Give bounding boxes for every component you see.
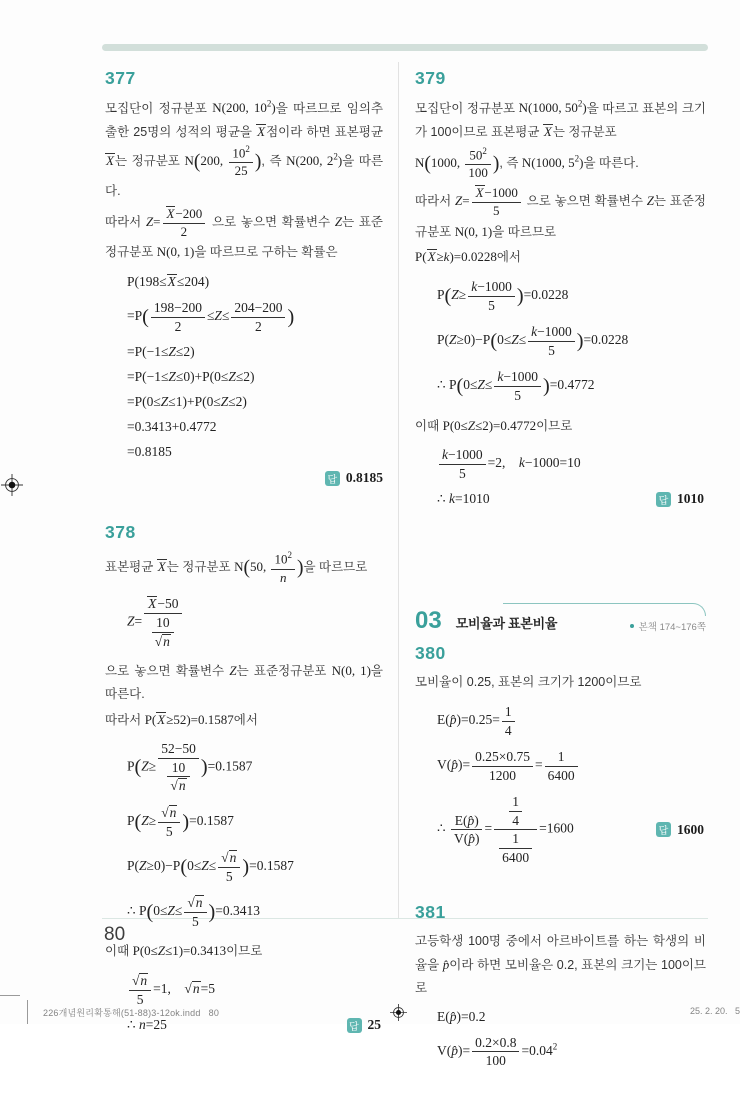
problem-block <box>415 643 706 866</box>
answer-value: 25 <box>367 1017 381 1033</box>
math-line: P(198≤X≤204) <box>127 274 210 290</box>
math-line: =0.3413+0.4772 <box>127 419 217 435</box>
solution-paragraph: 으로 놓으면 확률변수 Z는 표준정규분포 N(0, 1)을 따른다. <box>105 663 383 701</box>
solution-paragraph: 이때 P(0≤Z≤2)=0.4772이므로 <box>415 417 573 433</box>
solution-paragraph: 모집단이 정규분포 N(200, $10^2$)을 따르므로 임의추출한 25명의 성적의 평균을 X점이라 하면 표본평균 X는 정규분포 N(200, $\frac{10^2}{25}$ ), 즉 N(200, $2^2$)을 따른다. <box>105 99 384 198</box>
math-line: $\frac{k-1000}{5}$ =2, k−1000=10 <box>415 446 706 482</box>
math-expression: ∴ k=1010 <box>437 491 490 507</box>
math-line: V(p̂)= $\frac{0.2\times 0.8}{100}$ $=0.04^2$ <box>437 1034 558 1069</box>
section-number: 03 <box>415 607 442 635</box>
page-ref <box>630 619 706 633</box>
registration-mark-icon <box>390 1004 407 1021</box>
math-line: =0.8185 <box>127 444 172 460</box>
section-rule <box>503 603 706 616</box>
math-line: P(Z≥ $\frac{52-50}{\frac{10}{√n}}$ )=0.1587 <box>127 741 253 794</box>
solution-paragraph: 따라서 Z= $\frac{X-1000}{5}$ 으로 놓으면 확률변수 Z는 표준정규분포 N(0, 1)을 따르므로 <box>415 184 706 239</box>
solution-paragraph: 표본평균 X는 정규분포 N(50, $\frac{10^2}{n}$ )을 따르므로 <box>105 550 368 585</box>
math-expression: ∴ $\frac{E(p̂)}{V(p̂)}$ = $\frac{\frac{1}{4}}{\frac{1}{6400}}$ =1600 <box>437 794 574 865</box>
section-header <box>415 601 706 633</box>
math-line: P(Z≥0)−P(0≤Z≤ $\frac{√n}{5}$ )=0.1587 <box>127 850 294 884</box>
math-line: P(Z≥ $\frac{√n}{5}$ )=0.1587 <box>127 804 234 839</box>
footer-date: 25. 2. 20. 5 <box>690 1006 740 1016</box>
math-line: V(p̂)= $\frac{0.25\times 0.75}{1200}$ = $\frac{1}{6400}$ <box>415 748 706 784</box>
solution-paragraph: P(X≥k)=0.0228에서 <box>415 249 522 265</box>
answer-badge-icon: 답 <box>656 492 671 507</box>
problem-number: 378 <box>105 522 136 543</box>
math-expression: ∴ n=25 <box>127 1017 167 1033</box>
footer-filename: 226개념원리확통해(51-88)3-12ok.indd 80 <box>43 1008 220 1018</box>
page-number: 80 <box>104 924 126 945</box>
answer-value: 0.8185 <box>345 470 383 486</box>
left-column <box>105 62 383 1069</box>
answer-badge-icon: 답 <box>347 1018 362 1033</box>
answer-value: 1600 <box>677 821 704 837</box>
section-title: 모비율과 표본비율 <box>455 616 558 632</box>
math-line: E(p̂)=0.25= $\frac{1}{4}$ <box>415 703 706 739</box>
math-line: =P(0≤Z≤1)+P(0≤Z≤2) <box>127 394 247 410</box>
problem-number: 381 <box>415 902 446 923</box>
top-accent-bar <box>102 44 708 51</box>
math-line: ∴ P(0≤Z≤ $\frac{k-1000}{5}$ )=0.4772 <box>437 369 595 403</box>
page-ref-label: 본책 174~176쪽 <box>638 622 706 634</box>
crop-mark-vertical <box>27 1000 28 1024</box>
problem-number: 380 <box>415 643 446 664</box>
math-line: ∴ P(0≤Z≤ $\frac{√n}{5}$ )=0.3413 <box>127 895 261 929</box>
answer-line <box>105 470 383 486</box>
math-line: P(Z≥0)−P(0≤Z≤ $\frac{k-1000}{5}$ )=0.0228 <box>437 324 629 358</box>
problem-number: 379 <box>415 68 446 88</box>
answer-badge <box>325 470 383 486</box>
math-line-with-answer <box>415 793 706 866</box>
math-line-with-answer <box>415 491 706 507</box>
math-line: =P(−1≤Z≤2) <box>127 344 195 360</box>
math-line: P(Z≥ $\frac{k-1000}{5}$ )=0.0228 <box>437 279 569 313</box>
answer-badge <box>347 1017 382 1033</box>
math-line: Z= $\frac{X-50}{\frac{10}{√n}}$ <box>105 595 383 650</box>
problem-block <box>105 522 383 1033</box>
problem-number: 377 <box>105 68 136 88</box>
right-column <box>415 62 706 1106</box>
solution-paragraph: 따라서 Z= $\frac{X-200}{2}$ 으로 놓으면 확률변수 Z는 표준정규분포 N(0, 1)을 따르므로 구하는 확률은 <box>105 205 383 260</box>
math-line: E(p̂)=0.2 <box>437 1008 486 1024</box>
answer-badge <box>656 491 704 507</box>
solution-paragraph: 모집단이 정규분포 N(1000, $50^2$)을 따르고 표본의 크기가 100이므로 표본평균 X는 정규분포 <box>415 99 706 140</box>
problem-block <box>105 68 383 486</box>
problem-block <box>415 902 706 1069</box>
column-divider <box>398 62 399 918</box>
math-line: =P(−1≤Z≤0)+P(0≤Z≤2) <box>127 369 255 385</box>
page-ref-dot-icon <box>630 624 634 628</box>
solution-paragraph: 따라서 P(X≥52)=0.1587에서 <box>105 711 258 727</box>
math-line: $\frac{√n}{5}$ =1, √n=5 <box>105 972 383 1008</box>
solution-paragraph: 모비율이 0.25, 표본의 크기가 1200이므로 <box>415 675 642 690</box>
solution-paragraph: 이때 P(0≤Z≤1)=0.3413이므로 <box>105 943 263 959</box>
registration-mark-icon <box>1 474 23 496</box>
math-line: =P( $\frac{198-200}{2}$ ≤Z≤ $\frac{204-200}{2}$ ) <box>127 300 295 334</box>
solution-paragraph: 고등학생 100명 중에서 아르바이트를 하는 학생의 비율을 p̂이라 하면 모비율은 0.2, 표본의 크기는 100이므로 <box>415 934 707 995</box>
problem-block <box>415 68 706 507</box>
crop-mark-horizontal <box>0 995 20 996</box>
answer-badge-icon: 답 <box>325 471 340 486</box>
answer-badge <box>656 822 704 838</box>
math-line-with-answer <box>105 1017 383 1033</box>
answer-badge-icon: 답 <box>656 822 671 837</box>
solution-paragraph: N(1000, $\frac{50^2}{100}$ ), 즉 N(1000, $5^2$)을 따른다. <box>415 145 639 181</box>
answer-value: 1010 <box>677 491 704 507</box>
